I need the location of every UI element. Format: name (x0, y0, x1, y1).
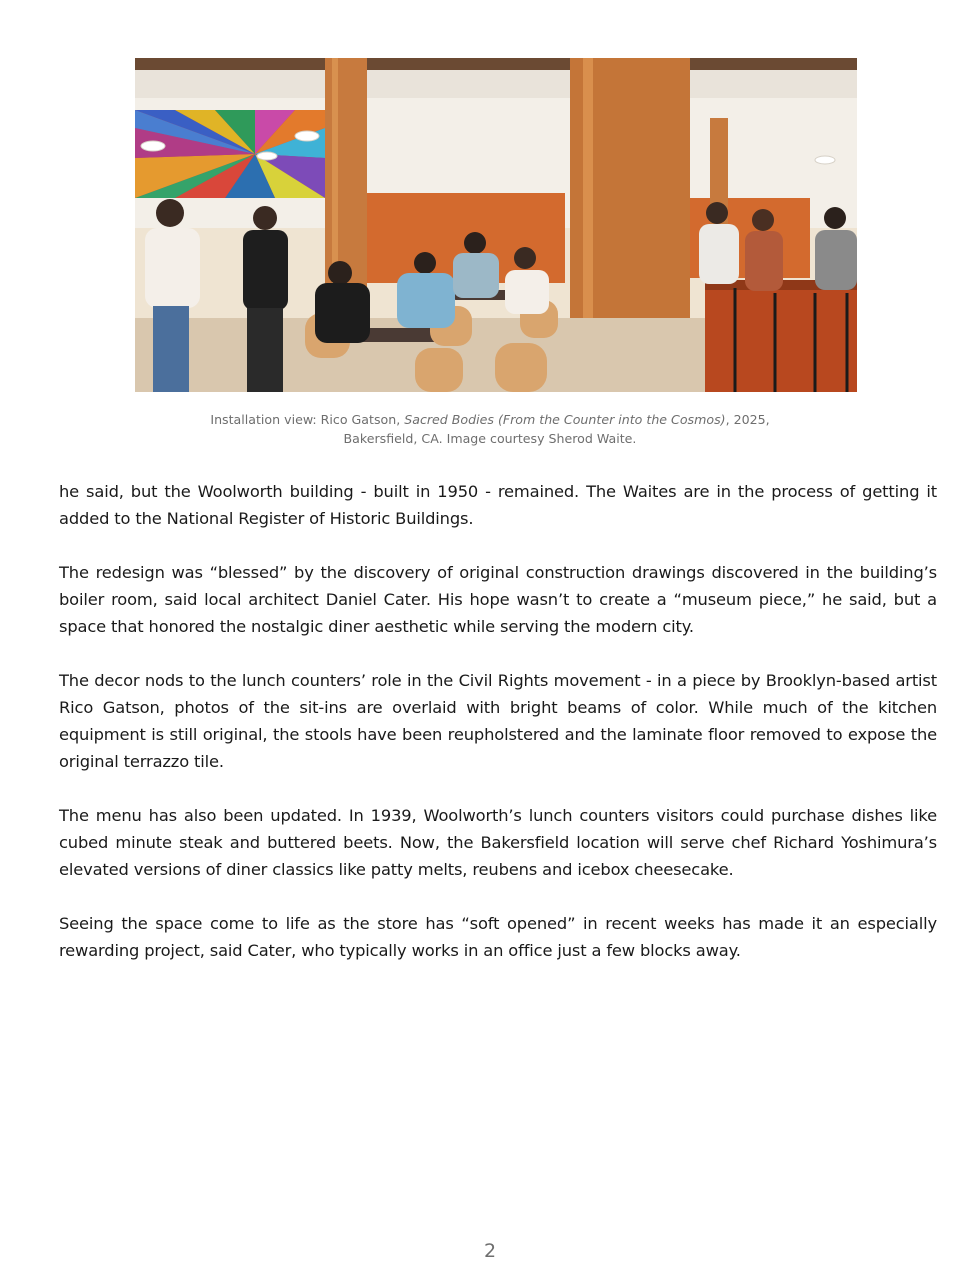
paragraph: The decor nods to the lunch counters’ role in the Civil Rights movement - in a piece by Brooklyn-based artist Rico Gatson, photos of the sit-ins are overlaid with bright beams of color. While much of the kitchen equipment is still original, the stools have been reupholstered and the laminate floor removed to expose the original terrazzo tile. (59, 671, 937, 771)
paragraph: The menu has also been updated. In 1939, Woolworth’s lunch counters visitors could purchase dishes like cubed minute steak and buttered beets. Now, the Bakersfield location will serve chef Richard Yoshimura’s elevated versions of diner classics like patty melts, reubens and icebox cheesecake. (59, 806, 937, 879)
article-body (59, 478, 937, 991)
caption-prefix: Installation view: Rico Gatson, (210, 412, 405, 427)
caption-artwork-title: Sacred Bodies (From the Counter into the Cosmos) (404, 412, 726, 427)
paragraph: Seeing the space come to life as the store has “soft opened” in recent weeks has made it an especially rewarding project, said Cater, who typically works in an office just a few blocks away. (59, 914, 937, 960)
caption-suffix: , 2025, Bakersfield, CA. Image courtesy Sherod Waite. (343, 412, 770, 446)
rainbow-mural (135, 110, 325, 198)
page-number: 2 (483, 1240, 497, 1262)
paragraph: he said, but the Woolworth building - built in 1950 - remained. The Waites are in the process of getting it added to the National Register of Historic Buildings. (59, 482, 937, 528)
paragraph: The redesign was “blessed” by the discovery of original construction drawings discovered in the building’s boiler room, said local architect Daniel Cater. His hope wasn’t to create a “museum piece,” he said, but a space that honored the nostalgic diner aesthetic while serving the modern city. (59, 563, 937, 636)
installation-photo (135, 58, 857, 392)
figure-caption (200, 410, 780, 448)
